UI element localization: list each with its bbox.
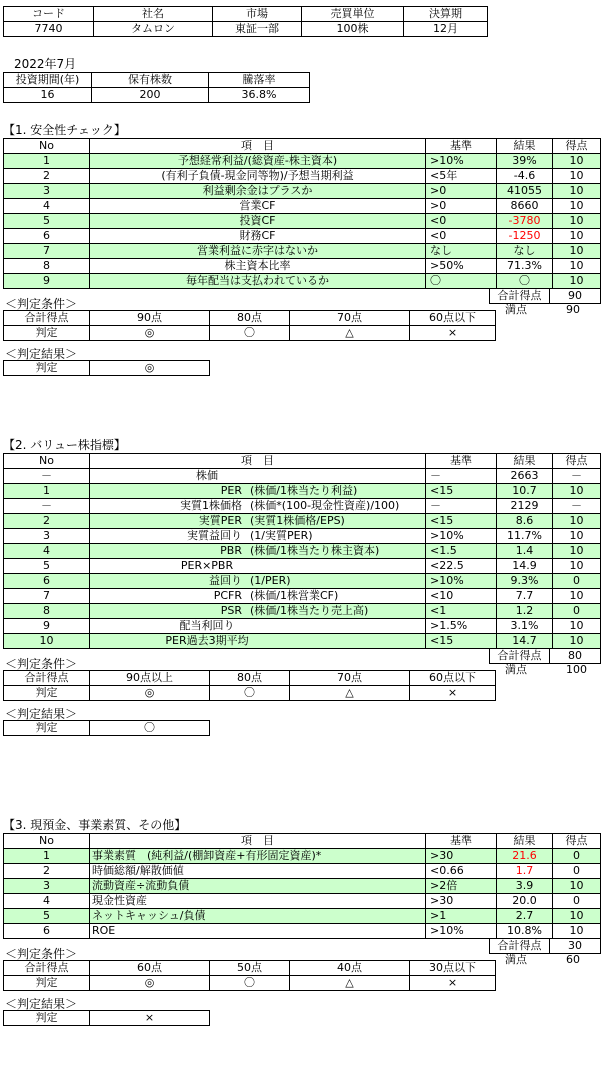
s3-result: 10.8% xyxy=(497,924,553,939)
s2-item xyxy=(90,469,426,484)
table-row xyxy=(4,894,601,909)
table-row xyxy=(4,574,601,589)
metric-formula: (1/実質PER) xyxy=(250,529,313,542)
report-date: 2022年7月 xyxy=(14,57,77,71)
table-row xyxy=(4,879,601,894)
table-row xyxy=(4,244,601,259)
s1-result: 〇 xyxy=(497,274,553,289)
metric-name: 株価 xyxy=(196,469,218,482)
s1-no: 4 xyxy=(4,199,90,214)
s2-no: 8 xyxy=(4,604,90,619)
s1-result: なし xyxy=(497,244,553,259)
s1-conditions-title: ＜判定条件＞ xyxy=(5,297,78,311)
s3-result: 21.6 xyxy=(497,849,553,864)
s1-standard: 〇 xyxy=(426,274,497,289)
table-row xyxy=(4,514,601,529)
table-row xyxy=(4,154,601,169)
s1-item: 毎年配当は支払われているか xyxy=(90,274,426,289)
s2-result: 14.7 xyxy=(497,634,553,649)
metric-formula: (1/PER) xyxy=(250,574,291,587)
s3-result-table xyxy=(3,1010,210,1026)
s1-points: 10 xyxy=(553,229,601,244)
s1-max-value: 90 xyxy=(566,303,580,316)
s2-result: 3.1% xyxy=(497,619,553,634)
shares-header: 保有株数 xyxy=(92,73,209,88)
section1-title: 【1. 安全性チェック】 xyxy=(3,123,126,137)
s3-header-cell: 得点 xyxy=(553,834,601,849)
table-row xyxy=(4,214,601,229)
s3-conditions-table-cell: 〇 xyxy=(210,976,290,991)
s2-no: 5 xyxy=(4,559,90,574)
s1-standard: >50% xyxy=(426,259,497,274)
s1-result-table-cell: ◎ xyxy=(90,361,210,376)
s3-item: ネットキャッシュ/負債 xyxy=(90,909,426,924)
s2-no: 7 xyxy=(4,589,90,604)
table-row xyxy=(4,469,601,484)
s2-no: 6 xyxy=(4,574,90,589)
s3-no: 5 xyxy=(4,909,90,924)
s1-conditions-table xyxy=(3,310,496,341)
s2-no: 4 xyxy=(4,544,90,559)
s2-standard: <1.5 xyxy=(426,544,497,559)
s1-header-cell: 得点 xyxy=(553,139,601,154)
s1-points: 10 xyxy=(553,274,601,289)
table-row xyxy=(4,544,601,559)
table-row xyxy=(4,529,601,544)
s1-no: 3 xyxy=(4,184,90,199)
s3-item: 事業素質 (純利益/(棚卸資産+有形固定資産)* xyxy=(90,849,426,864)
table-row xyxy=(4,499,601,514)
metric-name: PCFR xyxy=(213,589,242,602)
s2-points: 0 xyxy=(553,604,601,619)
metric-formula: (株価/1株当たり株主資本) xyxy=(250,544,380,557)
metric-name: PER×PBR xyxy=(180,559,234,572)
s1-no: 2 xyxy=(4,169,90,184)
s2-conditions-title: ＜判定条件＞ xyxy=(5,657,78,671)
s3-conditions-table-cell: 判定 xyxy=(4,976,90,991)
s1-points: 10 xyxy=(553,214,601,229)
s2-points: 10 xyxy=(553,529,601,544)
s2-points: 10 xyxy=(553,544,601,559)
s2-conditions-table-cell: 合計得点 xyxy=(4,671,90,686)
s2-points: 10 xyxy=(553,589,601,604)
s2-result: 2663 xyxy=(497,469,553,484)
s3-no: 3 xyxy=(4,879,90,894)
s3-standard: >30 xyxy=(426,894,497,909)
s3-header-cell: 基準 xyxy=(426,834,497,849)
s1-points: 10 xyxy=(553,244,601,259)
change-header: 騰落率 xyxy=(209,73,310,88)
code-value: 7740 xyxy=(4,22,94,37)
metric-formula: (株価*(100-現金性資産)/100) xyxy=(250,499,400,512)
s3-header-cell: 項 目 xyxy=(90,834,426,849)
metric-name: 実質益回り xyxy=(187,529,242,542)
s3-conditions-table-cell: 30点以下 xyxy=(410,961,496,976)
s2-result: 7.7 xyxy=(497,589,553,604)
table-row xyxy=(4,274,601,289)
s3-total-value: 30 xyxy=(549,938,601,954)
metric-name: PBR xyxy=(220,544,242,557)
s3-result: 20.0 xyxy=(497,894,553,909)
s2-conditions-table xyxy=(3,670,496,701)
table-row xyxy=(4,864,601,879)
s1-no: 7 xyxy=(4,244,90,259)
s1-result-title: ＜判定結果＞ xyxy=(5,347,78,361)
s2-points: － xyxy=(553,499,601,514)
table-row xyxy=(4,619,601,634)
s2-header-cell: 得点 xyxy=(553,454,601,469)
s3-conditions-title: ＜判定条件＞ xyxy=(5,947,78,961)
s1-conditions-table-cell: △ xyxy=(290,326,410,341)
s2-no: 9 xyxy=(4,619,90,634)
period-header: 投資期間(年) xyxy=(4,73,92,88)
s3-title: 【3. 現預金、事業素質、その他】 xyxy=(3,818,187,832)
s2-conditions-table-cell: 60点以下 xyxy=(410,671,496,686)
s3-standard: >10% xyxy=(426,924,497,939)
table-row xyxy=(4,849,601,864)
s2-no: － xyxy=(4,499,90,514)
s1-max-label: 満点 xyxy=(505,303,527,316)
s1-no: 5 xyxy=(4,214,90,229)
table-row xyxy=(4,259,601,274)
metric-formula: (株価/1株当たり売上高) xyxy=(250,604,369,617)
period-value: 16 xyxy=(4,88,92,103)
company-value: タムロン xyxy=(94,22,213,37)
table-row xyxy=(4,909,601,924)
s2-item xyxy=(90,484,426,499)
s2-points: 0 xyxy=(553,574,601,589)
s2-result: 10.7 xyxy=(497,484,553,499)
metric-name: 配当利回り xyxy=(179,619,235,632)
s1-conditions-table-cell: 90点 xyxy=(90,311,210,326)
table-row xyxy=(4,229,601,244)
s3-points: 10 xyxy=(553,879,601,894)
s3-conditions-table xyxy=(3,960,496,991)
s2-no: 1 xyxy=(4,484,90,499)
s2-result-table xyxy=(3,720,210,736)
s2-item xyxy=(90,544,426,559)
s3-header-cell: No xyxy=(4,834,90,849)
s1-points: 10 xyxy=(553,259,601,274)
s2-item xyxy=(90,634,426,649)
s3-points: 10 xyxy=(553,909,601,924)
metric-formula: (株価/1株営業CF) xyxy=(250,589,339,602)
s1-standard: >10% xyxy=(426,154,497,169)
s2-total-label: 合計得点 xyxy=(489,648,550,664)
s3-conditions-table-cell: × xyxy=(410,976,496,991)
s2-max-label: 満点 xyxy=(505,663,527,676)
s1-conditions-table-cell: 70点 xyxy=(290,311,410,326)
s1-item: (有利子負債-現金同等物)/予想当期利益 xyxy=(90,169,426,184)
s2-result: 1.4 xyxy=(497,544,553,559)
s2-standard: <15 xyxy=(426,634,497,649)
s2-item xyxy=(90,529,426,544)
s2-standard: >1.5% xyxy=(426,619,497,634)
s2-result: 9.3% xyxy=(497,574,553,589)
s2-standard: <10 xyxy=(426,589,497,604)
s3-no: 2 xyxy=(4,864,90,879)
s1-total-value: 90 xyxy=(549,288,601,304)
s1-conditions-table-cell: ◎ xyxy=(90,326,210,341)
s1-total-label: 合計得点 xyxy=(489,288,550,304)
table-row xyxy=(4,634,601,649)
s1-conditions-table-cell: 〇 xyxy=(210,326,290,341)
s2-item xyxy=(90,499,426,514)
s3-points: 0 xyxy=(553,894,601,909)
s2-title: 【2. バリュー株指標】 xyxy=(3,438,126,452)
shares-value: 200 xyxy=(92,88,209,103)
code-header: コード xyxy=(4,7,94,22)
s3-max-label: 満点 xyxy=(505,953,527,966)
metric-name: PSR xyxy=(220,604,242,617)
unit-value: 100株 xyxy=(302,22,404,37)
company-header: 社名 xyxy=(94,7,213,22)
s2-result-table-cell: 判定 xyxy=(4,721,90,736)
fiscal-value: 12月 xyxy=(404,22,488,37)
holding-table xyxy=(3,72,310,103)
s1-result-table xyxy=(3,360,210,376)
s2-conditions-table-cell: 〇 xyxy=(210,686,290,701)
s2-result-table-cell: 〇 xyxy=(90,721,210,736)
s2-standard: >10% xyxy=(426,529,497,544)
market-value: 東証一部 xyxy=(213,22,302,37)
table-row xyxy=(4,199,601,214)
s2-standard: <22.5 xyxy=(426,559,497,574)
s2-no: 2 xyxy=(4,514,90,529)
s2-points: 10 xyxy=(553,619,601,634)
s2-conditions-table-cell: 80点 xyxy=(210,671,290,686)
s1-item: 予想経常利益/(総資産-株主資本) xyxy=(90,154,426,169)
s1-conditions-table-cell: 判定 xyxy=(4,326,90,341)
s3-result: 3.9 xyxy=(497,879,553,894)
s1-result: -3780 xyxy=(497,214,553,229)
s1-item: 営業利益に赤字はないか xyxy=(90,244,426,259)
s2-item xyxy=(90,604,426,619)
s1-conditions-table-cell: × xyxy=(410,326,496,341)
s2-conditions-table-cell: 90点以上 xyxy=(90,671,210,686)
s1-standard: なし xyxy=(426,244,497,259)
table-row xyxy=(4,559,601,574)
s1-points: 10 xyxy=(553,184,601,199)
s3-points: 0 xyxy=(553,864,601,879)
s3-conditions-table-cell: △ xyxy=(290,976,410,991)
s1-result: 39% xyxy=(497,154,553,169)
s2-conditions-table-cell: 判定 xyxy=(4,686,90,701)
metric-name: 益回り xyxy=(209,574,242,587)
s3-item: 現金性資産 xyxy=(90,894,426,909)
s2-conditions-table-cell: × xyxy=(410,686,496,701)
s2-standard: <1 xyxy=(426,604,497,619)
s3-conditions-table-cell: 40点 xyxy=(290,961,410,976)
s1-conditions-table-cell: 60点以下 xyxy=(410,311,496,326)
s1-result: 8660 xyxy=(497,199,553,214)
cash-quality-table xyxy=(3,833,601,939)
table-row xyxy=(4,589,601,604)
s3-no: 6 xyxy=(4,924,90,939)
s3-item: ROE xyxy=(90,924,426,939)
s2-standard: － xyxy=(426,469,497,484)
s2-result: 1.2 xyxy=(497,604,553,619)
s2-header-cell: 結果 xyxy=(497,454,553,469)
s2-result: 11.7% xyxy=(497,529,553,544)
s3-standard: >2倍 xyxy=(426,879,497,894)
s2-standard: <15 xyxy=(426,514,497,529)
s1-item: 財務CF xyxy=(90,229,426,244)
s2-item xyxy=(90,559,426,574)
s1-result: -1250 xyxy=(497,229,553,244)
s1-points: 10 xyxy=(553,199,601,214)
s2-header-cell: 項 目 xyxy=(90,454,426,469)
s1-points: 10 xyxy=(553,169,601,184)
s2-points: 10 xyxy=(553,484,601,499)
stock-info-table xyxy=(3,6,488,37)
s1-item: 営業CF xyxy=(90,199,426,214)
s2-no: 3 xyxy=(4,529,90,544)
s1-no: 6 xyxy=(4,229,90,244)
s3-conditions-table-cell: 60点 xyxy=(90,961,210,976)
s3-result: 1.7 xyxy=(497,864,553,879)
s1-standard: <5年 xyxy=(426,169,497,184)
s1-item: 株主資本比率 xyxy=(90,259,426,274)
s1-conditions-table-cell: 80点 xyxy=(210,311,290,326)
s2-conditions-table-cell: ◎ xyxy=(90,686,210,701)
s2-standard: － xyxy=(426,499,497,514)
s2-header-cell: 基準 xyxy=(426,454,497,469)
s1-item: 投資CF xyxy=(90,214,426,229)
s2-no: 10 xyxy=(4,634,90,649)
s2-points: 10 xyxy=(553,634,601,649)
s2-header-cell: No xyxy=(4,454,90,469)
s3-result-table-cell: 判定 xyxy=(4,1011,90,1026)
s3-conditions-table-cell: ◎ xyxy=(90,976,210,991)
s2-result: 8.6 xyxy=(497,514,553,529)
s1-header-cell: 基準 xyxy=(426,139,497,154)
s2-result-title: ＜判定結果＞ xyxy=(5,707,78,721)
s2-points: 10 xyxy=(553,514,601,529)
s1-no: 9 xyxy=(4,274,90,289)
s2-item xyxy=(90,574,426,589)
s3-result-title: ＜判定結果＞ xyxy=(5,997,78,1011)
s3-standard: <0.66 xyxy=(426,864,497,879)
table-row xyxy=(4,184,601,199)
s2-standard: <15 xyxy=(426,484,497,499)
s1-header-cell: 結果 xyxy=(497,139,553,154)
s1-result-table-cell: 判定 xyxy=(4,361,90,376)
s3-no: 1 xyxy=(4,849,90,864)
s1-standard: >0 xyxy=(426,199,497,214)
s1-points: 10 xyxy=(553,154,601,169)
metric-formula: (実質1株価格/EPS) xyxy=(250,514,345,527)
market-header: 市場 xyxy=(213,7,302,22)
table-row xyxy=(4,924,601,939)
s2-points: 10 xyxy=(553,559,601,574)
fiscal-header: 決算期 xyxy=(404,7,488,22)
s3-no: 4 xyxy=(4,894,90,909)
s1-result: 41055 xyxy=(497,184,553,199)
s3-points: 10 xyxy=(553,924,601,939)
s2-result: 14.9 xyxy=(497,559,553,574)
s2-max-value: 100 xyxy=(566,663,587,676)
s1-no: 8 xyxy=(4,259,90,274)
s3-item: 時価総額/解散価値 xyxy=(90,864,426,879)
metric-name: PER過去3期平均 xyxy=(165,634,249,647)
s2-conditions-table-cell: △ xyxy=(290,686,410,701)
s1-result: -4.6 xyxy=(497,169,553,184)
s2-standard: >10% xyxy=(426,574,497,589)
table-row xyxy=(4,484,601,499)
s3-result: 2.7 xyxy=(497,909,553,924)
metric-name: 実質1株価格 xyxy=(180,499,242,512)
value-stock-table xyxy=(3,453,601,649)
metric-name: PER xyxy=(220,484,242,497)
metric-name: 実質PER xyxy=(198,514,242,527)
table-row xyxy=(4,169,601,184)
s2-total-value: 80 xyxy=(549,648,601,664)
s2-result: 2129 xyxy=(497,499,553,514)
s3-result-table-cell: × xyxy=(90,1011,210,1026)
s3-standard: >30 xyxy=(426,849,497,864)
s3-max-value: 60 xyxy=(566,953,580,966)
s1-header-cell: 項 目 xyxy=(90,139,426,154)
s2-points: － xyxy=(553,469,601,484)
s2-item xyxy=(90,619,426,634)
s2-conditions-table-cell: 70点 xyxy=(290,671,410,686)
s3-conditions-table-cell: 合計得点 xyxy=(4,961,90,976)
s3-total-label: 合計得点 xyxy=(489,938,550,954)
s3-header-cell: 結果 xyxy=(497,834,553,849)
s1-standard: <0 xyxy=(426,229,497,244)
s3-conditions-table-cell: 50点 xyxy=(210,961,290,976)
s1-conditions-table-cell: 合計得点 xyxy=(4,311,90,326)
metric-formula: (株価/1株当たり利益) xyxy=(250,484,358,497)
s2-item xyxy=(90,514,426,529)
s2-no: － xyxy=(4,469,90,484)
table-row xyxy=(4,604,601,619)
s3-item: 流動資産÷流動負債 xyxy=(90,879,426,894)
s1-no: 1 xyxy=(4,154,90,169)
s1-header-cell: No xyxy=(4,139,90,154)
s1-result: 71.3% xyxy=(497,259,553,274)
s1-standard: <0 xyxy=(426,214,497,229)
s3-points: 0 xyxy=(553,849,601,864)
s2-item xyxy=(90,589,426,604)
unit-header: 売買単位 xyxy=(302,7,404,22)
s1-item: 利益剰余金はプラスか xyxy=(90,184,426,199)
s3-standard: >1 xyxy=(426,909,497,924)
safety-check-table xyxy=(3,138,601,289)
change-value: 36.8% xyxy=(209,88,310,103)
s1-standard: >0 xyxy=(426,184,497,199)
